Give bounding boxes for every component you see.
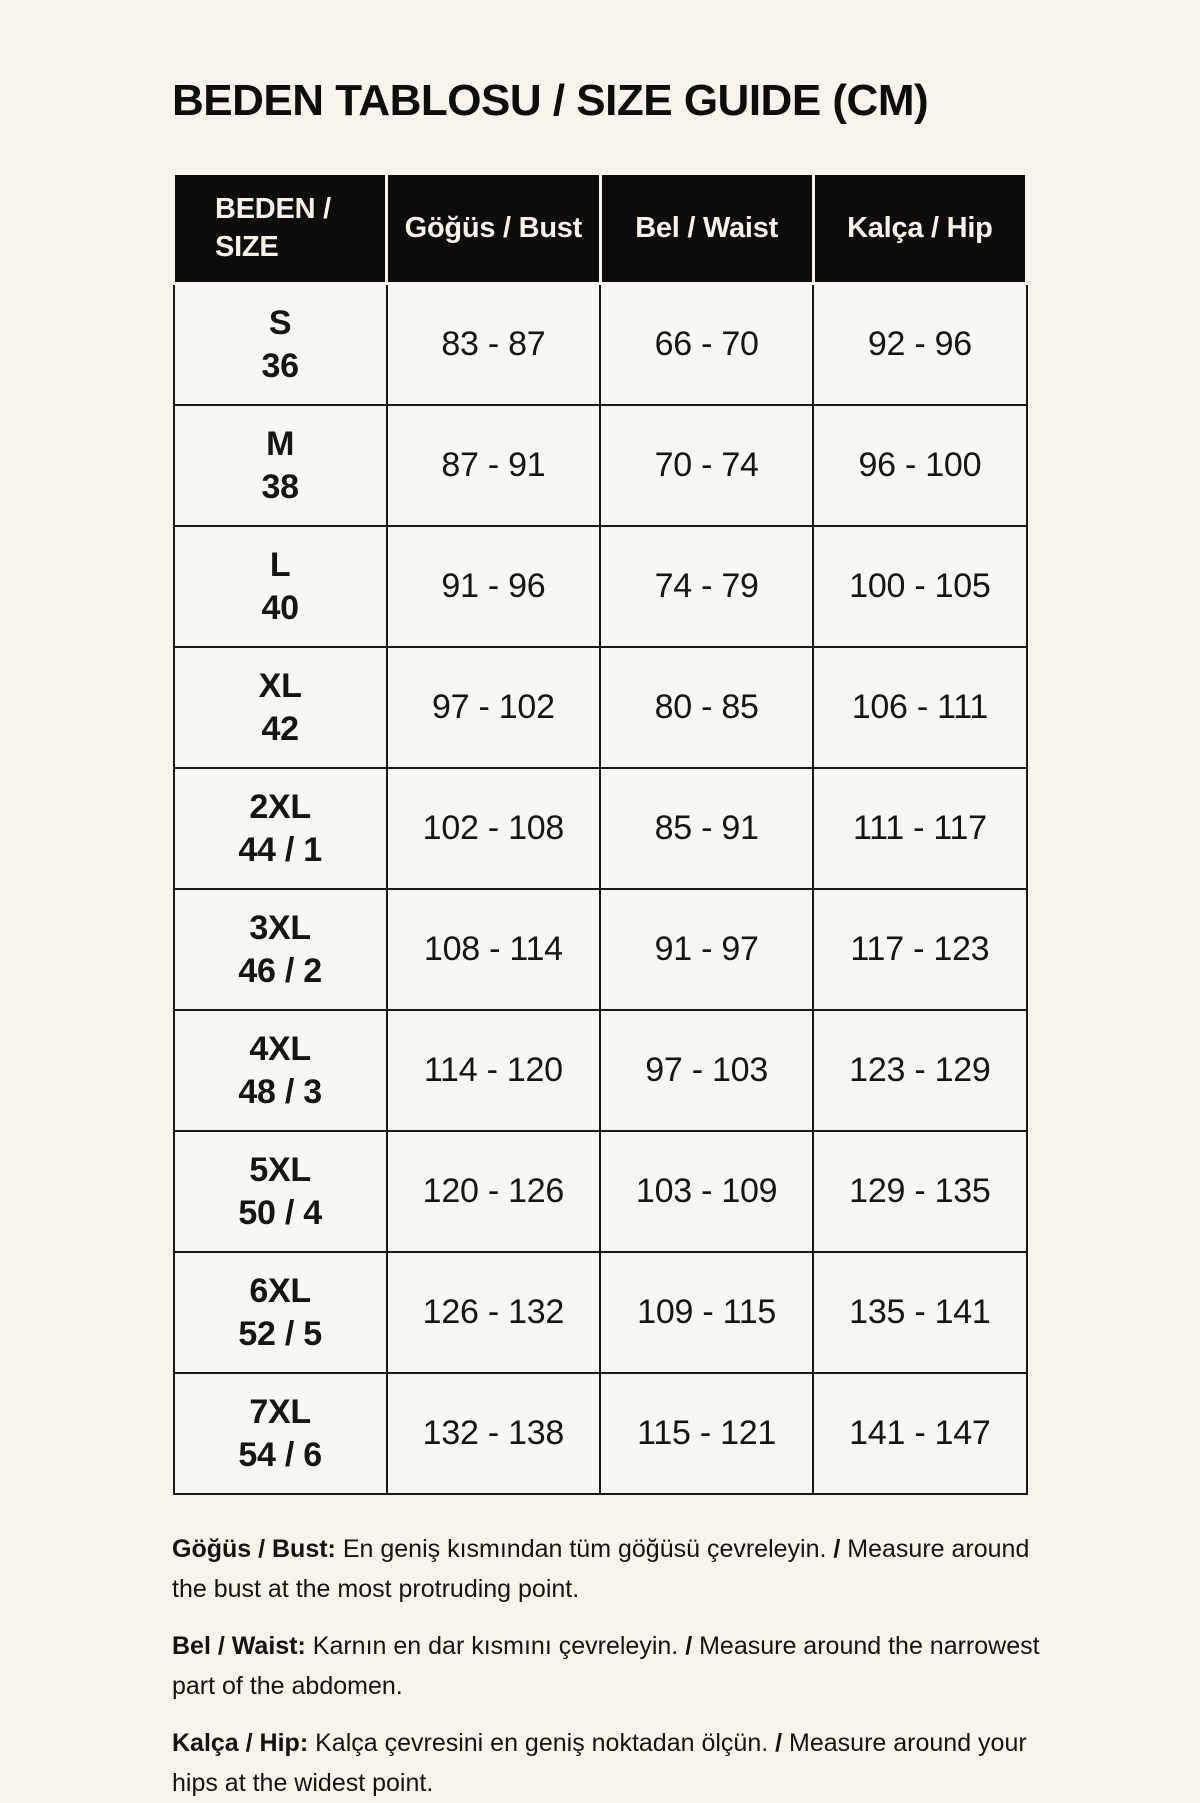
size-cell [174, 1252, 387, 1373]
size-cell [174, 405, 387, 526]
hip-cell: 96 - 100 [813, 405, 1026, 526]
note-waist-english: Measure around the narrowest part of the abdomen. [172, 1632, 1040, 1700]
size-guide-table [172, 172, 1028, 1495]
size-label: XL [258, 667, 302, 706]
note-bust-label: Göğüs / Bust: [172, 1535, 336, 1563]
size-cell [174, 284, 387, 406]
waist-cell: 115 - 121 [600, 1373, 813, 1494]
hip-cell: 106 - 111 [813, 647, 1026, 768]
size-code: 48 / 3 [238, 1072, 322, 1111]
note-waist-divider: / [685, 1632, 693, 1660]
note-bust-divider: / [833, 1535, 841, 1563]
bust-cell: 108 - 114 [387, 889, 600, 1010]
bust-cell: 97 - 102 [387, 647, 600, 768]
note-bust [172, 1529, 1054, 1609]
size-label: 4XL [249, 1030, 311, 1069]
bust-cell: 120 - 126 [387, 1131, 600, 1252]
waist-cell: 97 - 103 [600, 1010, 813, 1131]
size-label: 6XL [249, 1272, 311, 1311]
waist-cell: 74 - 79 [600, 526, 813, 647]
note-hip-english: Measure around your hips at the widest point. [172, 1729, 1027, 1797]
note-bust-english: Measure around the bust at the most protruding point. [172, 1535, 1030, 1603]
bust-cell: 132 - 138 [387, 1373, 600, 1494]
note-hip [172, 1723, 1054, 1803]
size-label: S [268, 304, 292, 343]
table-header-row [174, 174, 1027, 284]
column-header-size-line2: SIZE [215, 230, 279, 263]
size-cell [174, 889, 387, 1010]
hip-cell: 135 - 141 [813, 1252, 1026, 1373]
note-hip-label: Kalça / Hip: [172, 1729, 309, 1757]
size-code: 42 [261, 709, 299, 748]
column-header-size [174, 174, 387, 284]
note-waist [172, 1626, 1054, 1706]
size-cell [174, 647, 387, 768]
bust-cell: 87 - 91 [387, 405, 600, 526]
measurement-notes [172, 1529, 1054, 1803]
waist-cell: 103 - 109 [600, 1131, 813, 1252]
size-label: 3XL [249, 909, 311, 948]
hip-cell: 129 - 135 [813, 1131, 1026, 1252]
waist-cell: 80 - 85 [600, 647, 813, 768]
size-code: 50 / 4 [238, 1193, 322, 1232]
size-code: 38 [261, 467, 299, 506]
column-header-waist: Bel / Waist [600, 174, 813, 284]
hip-cell: 100 - 105 [813, 526, 1026, 647]
waist-cell: 109 - 115 [600, 1252, 813, 1373]
table-row [174, 647, 1027, 768]
size-cell [174, 1010, 387, 1131]
size-label: 2XL [249, 788, 311, 827]
bust-cell: 102 - 108 [387, 768, 600, 889]
table-row [174, 526, 1027, 647]
note-waist-label: Bel / Waist: [172, 1632, 306, 1660]
note-hip-turkish: Kalça çevresini en geniş noktadan ölçün. [315, 1729, 769, 1757]
column-header-hip: Kalça / Hip [813, 174, 1026, 284]
page-title: BEDEN TABLOSU / SIZE GUIDE (CM) [172, 76, 929, 125]
waist-cell: 66 - 70 [600, 284, 813, 406]
hip-cell: 123 - 129 [813, 1010, 1026, 1131]
hip-cell: 141 - 147 [813, 1373, 1026, 1494]
bust-cell: 126 - 132 [387, 1252, 600, 1373]
size-cell [174, 1373, 387, 1494]
size-code: 40 [261, 588, 299, 627]
size-code: 44 / 1 [238, 830, 322, 869]
size-cell [174, 1131, 387, 1252]
table-row [174, 1010, 1027, 1131]
table-row [174, 1252, 1027, 1373]
table-row [174, 889, 1027, 1010]
size-label: M [266, 425, 295, 464]
table-row [174, 284, 1027, 406]
size-label: L [269, 546, 291, 585]
size-code: 36 [261, 346, 299, 385]
waist-cell: 85 - 91 [600, 768, 813, 889]
note-bust-turkish: En geniş kısmından tüm göğüsü çevreleyin. [342, 1535, 827, 1563]
hip-cell: 111 - 117 [813, 768, 1026, 889]
size-code: 46 / 2 [238, 951, 322, 990]
hip-cell: 92 - 96 [813, 284, 1026, 406]
column-header-bust: Göğüs / Bust [387, 174, 600, 284]
size-code: 52 / 5 [238, 1314, 322, 1353]
size-cell [174, 526, 387, 647]
size-label: 7XL [249, 1393, 311, 1432]
waist-cell: 91 - 97 [600, 889, 813, 1010]
size-cell [174, 768, 387, 889]
hip-cell: 117 - 123 [813, 889, 1026, 1010]
table-row [174, 405, 1027, 526]
bust-cell: 114 - 120 [387, 1010, 600, 1131]
size-label: 5XL [249, 1151, 311, 1190]
table-row [174, 1373, 1027, 1494]
waist-cell: 70 - 74 [600, 405, 813, 526]
table-row [174, 1131, 1027, 1252]
bust-cell: 83 - 87 [387, 284, 600, 406]
table-row [174, 768, 1027, 889]
column-header-size-line1: BEDEN / [215, 192, 331, 225]
bust-cell: 91 - 96 [387, 526, 600, 647]
note-hip-divider: / [775, 1729, 783, 1757]
size-code: 54 / 6 [238, 1435, 322, 1474]
note-waist-turkish: Karnın en dar kısmını çevreleyin. [312, 1632, 679, 1660]
